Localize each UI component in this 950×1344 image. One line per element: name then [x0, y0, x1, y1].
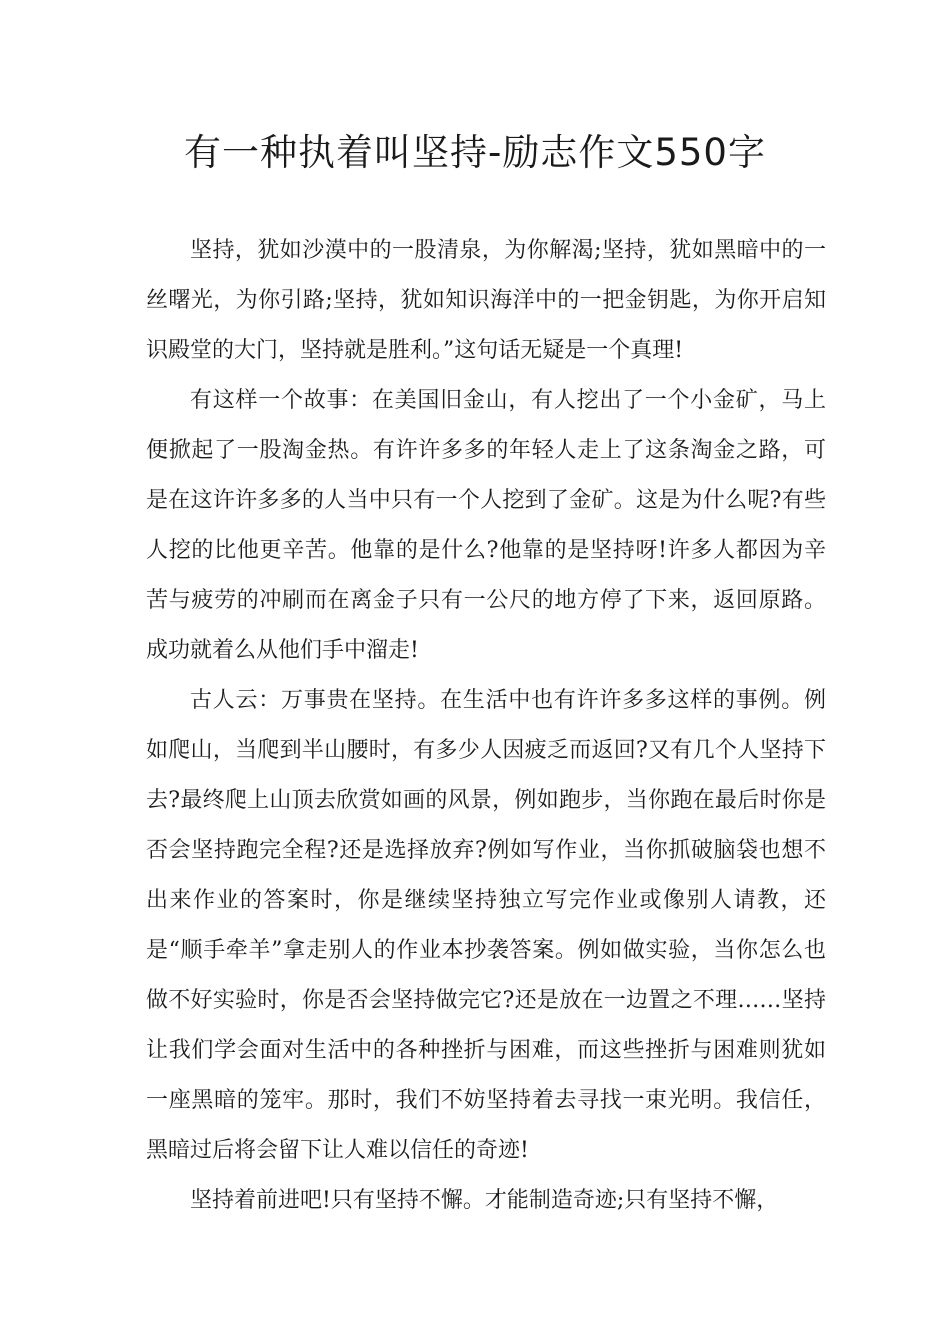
- paragraph-2: 有这样一个故事：在美国旧金山，有人挖出了一个小金矿，马上便掀起了一股淘金热。有许许多多的年轻人走上了这条淘金之路，可是在这许许多多的人当中只有一个人挖到了金矿。这是为什么呢?有些人挖的比他更辛苦。他靠的是什么?他靠的是坚持呀!许多人都因为辛苦与疲劳的冲刷而在离金子只有一公尺的地方停了下来，返回原路。成功就着么从他们手中溜走!: [146, 388, 826, 663]
- paragraph-4: 坚持着前进吧!只有坚持不懈。才能制造奇迹;只有坚持不懈，: [190, 1188, 779, 1213]
- document-body: [146, 226, 826, 1226]
- paragraph-3: 古人云：万事贵在坚持。在生活中也有许许多多这样的事例。例如爬山，当爬到半山腰时，有多少人因疲乏而返回?又有几个人坚持下去?最终爬上山顶去欣赏如画的风景，例如跑步，当你跑在最后时你是否会坚持跑完全程?还是选择放弃?例如写作业，当你抓破脑袋也想不出来作业的答案时，你是继续坚持独立写完作业或像别人请教，还是“顺手牵羊”拿走别人的作业本抄袭答案。例如做实验，当你怎么也做不好实验时，你是否会坚持做完它?还是放在一边置之不理……坚持让我们学会面对生活中的各种挫折与困难，而这些挫折与困难则犹如一座黑暗的笼牢。那时，我们不妨坚持着去寻找一束光明。我信任，黑暗过后将会留下让人难以信任的奇迹!: [146, 688, 826, 1163]
- document-title: 有一种执着叫坚持-励志作文550字: [184, 131, 766, 174]
- paragraph-1: 坚持，犹如沙漠中的一股清泉，为你解渴;坚持，犹如黑暗中的一丝曙光，为你引路;坚持，犹如知识海洋中的一把金钥匙，为你开启知识殿堂的大门，坚持就是胜利。”这句话无疑是一个真理!: [146, 238, 826, 363]
